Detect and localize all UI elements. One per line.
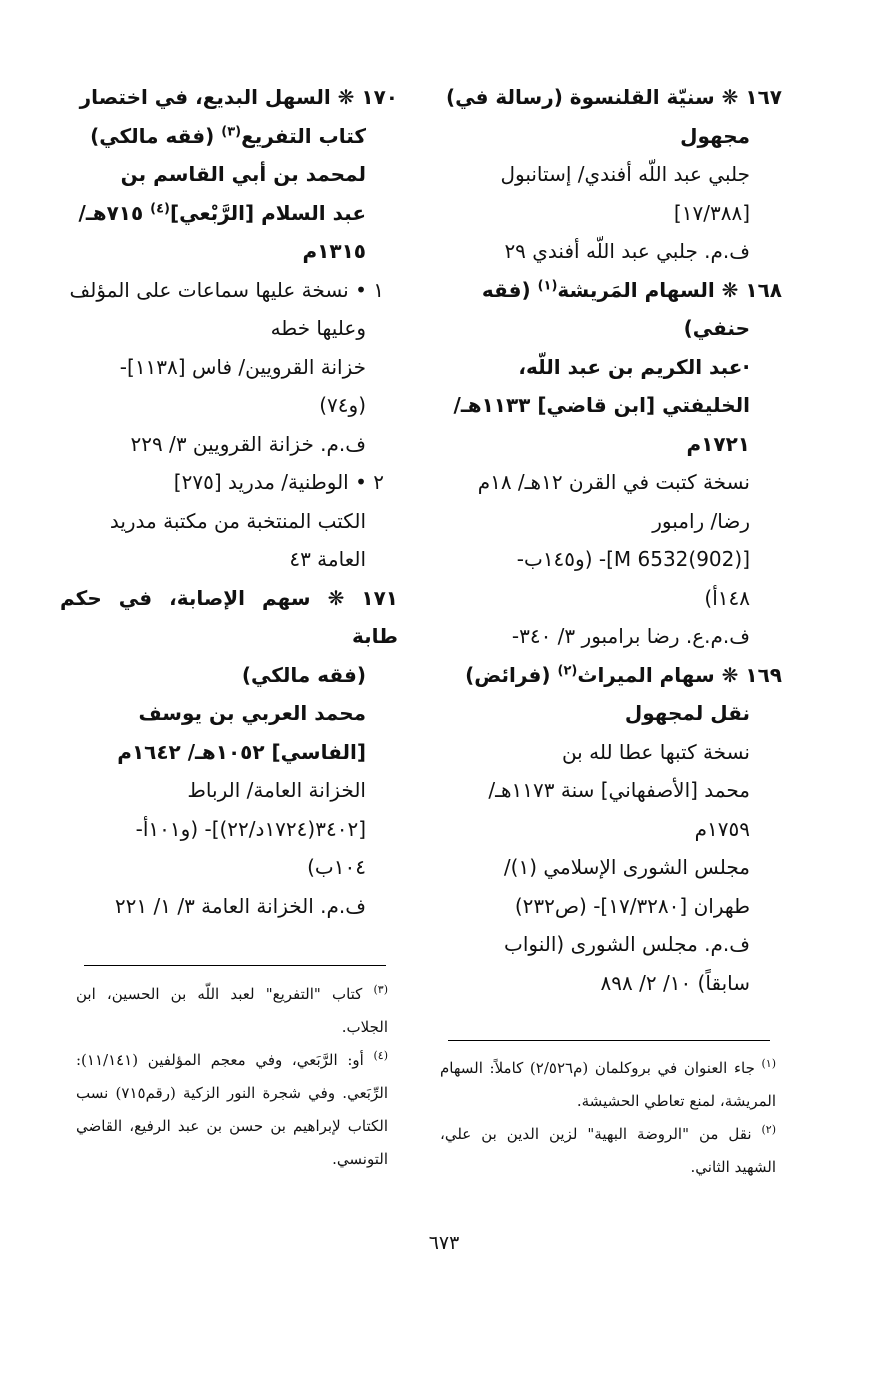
text-line: [١٧/٣٨٨] [673, 200, 750, 225]
text-line: مجلس الشورى الإسلامي (١)/ [503, 855, 750, 879]
text-line: العامة ٤٣ [289, 547, 366, 571]
text-line: رضا/ رامبور [652, 508, 750, 533]
footnote-mark: (٢) [761, 1123, 776, 1136]
text-line: حنفي) [683, 316, 750, 340]
text-line: (فقه مالكي) [241, 662, 366, 687]
text-line: ١٧٥٩م [694, 816, 750, 841]
text-line: ١٧١ ❋ سهم الإصابة، في حكم طابة [60, 585, 398, 648]
text-line: ١ • نسخة عليها سماعات على المؤلف [69, 277, 384, 302]
footnote-ref: (٤) [150, 200, 170, 216]
footnote: $^{(١)}$ جاء العنوان في بروكلمان (م٢/٥٢٦) كاملاً: السهام المريشة، لمنع تعاطي الحشيشة. [440, 1057, 776, 1110]
text-line: لمحمد بن أبي القاسم بن [120, 162, 366, 186]
text-line: مجهول [680, 123, 750, 148]
text-line: سابقاً) ١٠/ ٢/ ٨٩٨ [600, 970, 750, 995]
text-line: ٢ • الوطنية/ مدريد [٢٧٥] [173, 470, 384, 494]
text-line: ١٧٠ ❋ السهل البديع، في اختصار [79, 85, 398, 109]
text-line: ف.م. خزانة القرويين ٣/ ٢٢٩ [130, 431, 366, 456]
text-line: خزانة القرويين/ فاس [١١٣٨]- [119, 354, 366, 379]
text-line: [M 6532(902)]- (و١٤٥ب- [516, 547, 750, 571]
text-line: ·عبد الكريم بن عبد اللّه، [518, 354, 750, 379]
text-line: ١٠٤ب) [307, 855, 366, 879]
text-line: ف.م. مجلس الشورى (النواب [504, 932, 750, 956]
footnotes-right [440, 1052, 776, 1184]
left-column [60, 78, 398, 925]
text-line: نسخة كتبت في القرن ١٢هـ/ ١٨م [477, 470, 750, 494]
footnote-mark: (٣) [373, 983, 388, 996]
footnote-divider-right [448, 1040, 770, 1041]
footnote: $^{(٣)}$ كتاب "التفريع" لعبد اللّه بن الحسين، ابن الجلاب. [76, 983, 388, 1036]
page-number: ٦٧٣ [428, 1232, 460, 1254]
footnote-ref: (٣) [221, 123, 242, 139]
text-line: ف.م. الخزانة العامة ٣/ ١/ ٢٢١ [114, 893, 366, 918]
text-line: كتاب التفريع$^{(٣)}$ (فقه مالكي) [90, 123, 366, 148]
footnote-divider-left [84, 965, 386, 966]
text-line: (و٧٤) [319, 393, 366, 417]
footnote-ref: (٢) [557, 662, 578, 678]
text-line: محمد [الأصفهاني] سنة ١١٧٣هـ/ [488, 778, 750, 802]
text-line: الخزانة العامة/ الرباط [187, 778, 366, 802]
footnote-ref: (١) [537, 277, 558, 293]
text-line: الخليفتي [ابن قاضي] ١١٣٣هـ/ [453, 393, 750, 417]
text-line: [٣٤٠٢(١٧٢٤د/٢٢)]- (و١٠١أ- [135, 816, 366, 841]
text-line: ١٦٧ ❋ سنيّة القلنسوة (رسالة في) [445, 85, 782, 109]
footnote: $^{(٤)}$ أو: الرَّبَعي، وفي معجم المؤلفين (١١/١٤١): الرِّبَعي. وفي شجرة النور الزكية (رقم٧١٥) نسب الكتاب لإبراهيم بن حسن بن عبد الرفيع، القاضي التونسي. [76, 1049, 389, 1168]
text-line: محمد العربي بن يوسف [138, 701, 366, 725]
text-line: ١٦٩ ❋ سهام الميراث$^{(٢)}$ (فرائض) [465, 662, 782, 687]
text-line: ١٧٢١م [686, 431, 750, 456]
right-column [432, 78, 782, 1002]
text-line: ف.م.ع. رضا برامبور ٣/ ٣٤٠- [511, 624, 750, 648]
footnote-mark: (٤) [373, 1049, 388, 1062]
text-line: [الفاسي] ١٠٥٢هـ/ ١٦٤٢م [117, 739, 366, 764]
text-line: ١٣١٥م [302, 239, 366, 263]
text-line: نقل لمجهول [624, 701, 750, 725]
text-line: ١٤٨أ) [704, 585, 750, 610]
text-line: طهران [١٧/٣٢٨٠]- (ص٢٣٢) [514, 893, 750, 918]
footnote-mark: (١) [761, 1057, 776, 1070]
text-line: عبد السلام [الرَّبْعي]$^{(٤)}$ ٧١٥هـ/ [78, 200, 366, 225]
text-line: ١٦٨ ❋ السهام المَريشة$^{(١)}$ (فقه [481, 277, 782, 302]
text-line: الكتب المنتخبة من مكتبة مدريد [109, 508, 366, 533]
footnotes-left [76, 978, 388, 1176]
text-line: نسخة كتبها عطا لله بن [561, 739, 750, 764]
text-line: ف.م. جلبي عبد اللّه أفندي ٢٩ [504, 239, 750, 263]
text-line: جلبي عبد اللّه أفندي/ إستانبول [500, 162, 750, 186]
footnote: $^{(٢)}$ نقل من "الروضة البهية" لزين الدين بن علي، الشهيد الثاني. [440, 1123, 776, 1176]
text-line: وعليها خطه [270, 316, 366, 340]
